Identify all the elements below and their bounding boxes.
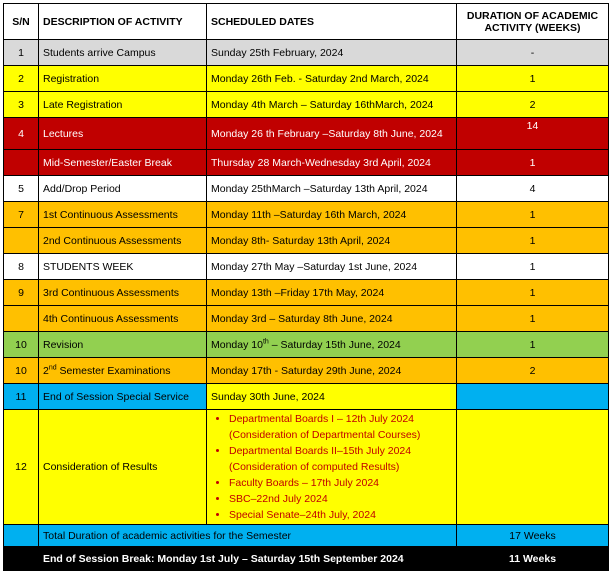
list-item: • Special Senate–24th July, 2024	[229, 507, 452, 523]
row-duration: 1	[457, 228, 609, 254]
row-dates: Monday 3rd – Saturday 8th June, 2024	[207, 306, 457, 332]
row-activity: Students arrive Campus	[39, 40, 207, 66]
table-row	[4, 254, 609, 280]
row-dates: Monday 26 th February –Saturday 8th June, 2024	[207, 118, 457, 150]
list-item: • Faculty Boards – 17th July 2024	[229, 475, 452, 491]
row-dates: Monday 27th May –Saturday 1st June, 2024	[207, 254, 457, 280]
row-duration: 1	[457, 254, 609, 280]
row-activity: 2nd Continuous Assessments	[39, 228, 207, 254]
table-row	[4, 332, 609, 358]
dates-text: – Saturday 15th June, 2024	[268, 338, 401, 351]
row-activity: Registration	[39, 66, 207, 92]
table-row	[4, 150, 609, 176]
row-dates: Monday 25thMarch –Saturday 13th April, 2024	[207, 176, 457, 202]
table-row	[4, 40, 609, 66]
total-spacer	[4, 525, 39, 547]
total-duration: 17 Weeks	[457, 525, 609, 547]
ordinal-suffix: th	[262, 338, 269, 345]
row-sn: 3	[4, 92, 39, 118]
row-duration: 14	[457, 118, 609, 150]
header-sn: S/N	[4, 4, 39, 40]
row-sn: 10	[4, 332, 39, 358]
row-duration: 1	[457, 332, 609, 358]
break-duration: 11 Weeks	[457, 547, 609, 571]
row-duration: 2	[457, 92, 609, 118]
row-sn: 7	[4, 202, 39, 228]
row-dates: Monday 13th –Friday 17th May, 2024	[207, 280, 457, 306]
row-sn: 2	[4, 66, 39, 92]
row-sn	[4, 228, 39, 254]
activity-text: Semester Examinations	[56, 364, 171, 377]
table-row	[4, 384, 609, 410]
row-activity: 1st Continuous Assessments	[39, 202, 207, 228]
row-activity: End of Session Special Service	[39, 384, 207, 410]
row-duration: 1	[457, 66, 609, 92]
row-dates: Monday 26th Feb. - Saturday 2nd March, 2024	[207, 66, 457, 92]
table-row	[4, 66, 609, 92]
row-duration: 1	[457, 280, 609, 306]
row-activity: 3rd Continuous Assessments	[39, 280, 207, 306]
row-duration: 4	[457, 176, 609, 202]
results-list	[211, 411, 452, 523]
table-row	[4, 358, 609, 384]
total-label: Total Duration of academic activities for the Semester	[39, 525, 457, 547]
row-dates: Monday 8th- Saturday 13th April, 2024	[207, 228, 457, 254]
header-duration: DURATION OF ACADEMIC ACTIVITY (WEEKS)	[457, 4, 609, 40]
total-row	[4, 525, 609, 547]
dates-text: Monday 10	[211, 338, 263, 351]
row-sn: 8	[4, 254, 39, 280]
row-sn: 11	[4, 384, 39, 410]
row-sn	[4, 150, 39, 176]
row-activity: Mid-Semester/Easter Break	[39, 150, 207, 176]
row-dates: Thursday 28 March-Wednesday 3rd April, 2024	[207, 150, 457, 176]
row-duration: 1	[457, 202, 609, 228]
row-activity	[39, 358, 207, 384]
table-row	[4, 280, 609, 306]
header-activity: DESCRIPTION OF ACTIVITY	[39, 4, 207, 40]
row-duration: 2	[457, 358, 609, 384]
row-duration	[457, 410, 609, 525]
row-sn: 12	[4, 410, 39, 525]
results-dates	[207, 410, 457, 525]
row-dates: Sunday 30th June, 2024	[207, 384, 457, 410]
row-duration: 1	[457, 306, 609, 332]
activity-text: 2	[43, 364, 49, 377]
table-row	[4, 306, 609, 332]
header-dates: SCHEDULED DATES	[207, 4, 457, 40]
row-activity: STUDENTS WEEK	[39, 254, 207, 280]
break-spacer	[4, 547, 39, 571]
table-row	[4, 176, 609, 202]
list-item: • SBC–22nd July 2024	[229, 491, 452, 507]
row-sn: 5	[4, 176, 39, 202]
row-dates: Monday 11th –Saturday 16th March, 2024	[207, 202, 457, 228]
row-duration	[457, 384, 609, 410]
academic-calendar-table	[3, 3, 609, 571]
row-activity: Late Registration	[39, 92, 207, 118]
table-row	[4, 118, 609, 150]
table-row	[4, 92, 609, 118]
break-label: End of Session Break: Monday 1st July – Saturday 15th September 2024	[39, 547, 457, 571]
row-activity: Lectures	[39, 118, 207, 150]
row-duration: -	[457, 40, 609, 66]
row-activity: Revision	[39, 332, 207, 358]
break-row	[4, 547, 609, 571]
row-duration: 1	[457, 150, 609, 176]
row-dates: Monday 4th March – Saturday 16thMarch, 2024	[207, 92, 457, 118]
table-row	[4, 410, 609, 525]
row-dates: Monday 17th - Saturday 29th June, 2024	[207, 358, 457, 384]
row-activity: 4th Continuous Assessments	[39, 306, 207, 332]
row-dates: Sunday 25th February, 2024	[207, 40, 457, 66]
ordinal-suffix: nd	[48, 364, 57, 371]
row-sn: 9	[4, 280, 39, 306]
row-activity: Consideration of Results	[39, 410, 207, 525]
list-item: • Departmental Boards I – 12th July 2024 (Consideration of Departmental Courses)	[229, 411, 452, 443]
row-dates	[207, 332, 457, 358]
row-sn: 4	[4, 118, 39, 150]
table-row	[4, 202, 609, 228]
row-sn: 1	[4, 40, 39, 66]
table-row	[4, 228, 609, 254]
row-sn	[4, 306, 39, 332]
list-item: • Departmental Boards II–15th July 2024 (Consideration of computed Results)	[229, 443, 452, 475]
row-activity: Add/Drop Period	[39, 176, 207, 202]
header-row	[4, 4, 609, 40]
row-sn: 10	[4, 358, 39, 384]
